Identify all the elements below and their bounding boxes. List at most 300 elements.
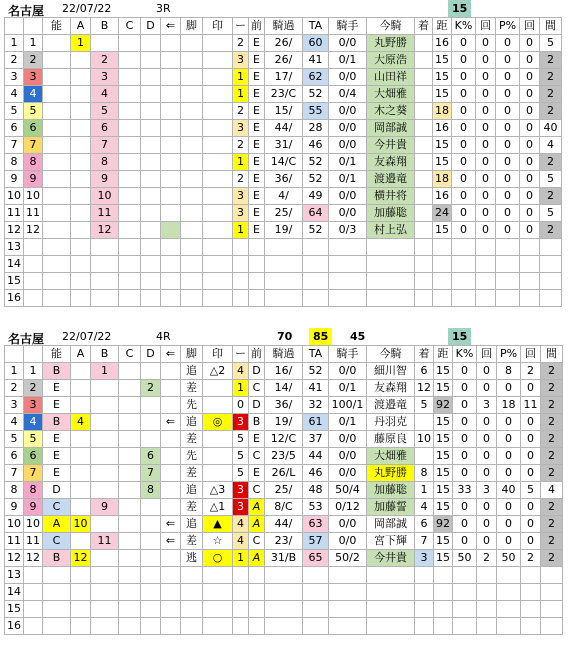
race2-cell-n1: 2	[5, 380, 24, 397]
race1-cell-ta: 49	[303, 188, 329, 205]
race2-cell-zen: D	[249, 397, 265, 414]
race1-cell-a	[71, 188, 91, 205]
race2-cell-chaku: 5	[415, 397, 434, 414]
race1-cell-n2	[24, 290, 43, 307]
race1-cell-kyori: 15	[433, 86, 452, 103]
race1-cell-n1: 1	[5, 35, 24, 52]
race2-cell-kyori: 15	[434, 363, 453, 380]
race2-cell-n1: 3	[5, 397, 24, 414]
race1-cell-d	[141, 171, 161, 188]
race2-cell-kishu: 50/4	[329, 482, 367, 499]
race1-cell-kyaku	[181, 103, 203, 120]
race1-cell-b	[91, 35, 119, 52]
race1-cell-b	[91, 290, 119, 307]
race2-cell-kan: 2	[541, 499, 563, 516]
race1-cell-zen: E	[249, 205, 265, 222]
race1-cell-d	[141, 290, 161, 307]
race2-cell-kai2	[521, 601, 541, 618]
race1-cell-n2: 10	[24, 188, 43, 205]
race1-cell-kai: 0	[476, 86, 496, 103]
race2-cell-nou: B	[43, 363, 71, 380]
race1-cell-nou	[43, 256, 71, 273]
race1-cell-n2: 2	[24, 52, 43, 69]
race1-cell-kyori	[433, 239, 452, 256]
race1-cell-c	[119, 120, 141, 137]
race1-cell-b	[91, 273, 119, 290]
table-row	[5, 601, 563, 618]
race1-cell-nou	[43, 222, 71, 239]
race2-cell-c	[119, 363, 141, 380]
race1-cell-kyori: 18	[433, 103, 452, 120]
race1-cell-ta: 41	[303, 52, 329, 69]
race2-cell-chaku: 6	[415, 516, 434, 533]
race1-cell-a	[71, 273, 91, 290]
race2-cell-kon	[367, 601, 415, 618]
race2-cell-kan: 4	[541, 482, 563, 499]
table-row	[5, 414, 563, 431]
race2-cell-kai2: 0	[521, 414, 541, 431]
race2-header-blank	[24, 346, 43, 363]
race2-cell-chaku: 6	[415, 363, 434, 380]
race1-cell-kika: 14/C	[265, 154, 303, 171]
race1-cell-kai	[476, 290, 496, 307]
race1-cell-kika: 26/	[265, 35, 303, 52]
race1-cell-m: 3	[233, 188, 249, 205]
race1-header-blank	[24, 18, 43, 35]
race2-cell-kai2: 2	[521, 363, 541, 380]
race1-cell-kai: 0	[476, 222, 496, 239]
race2-cell-d	[141, 533, 161, 550]
race2-cell-in	[203, 465, 233, 482]
race1-cell-chaku	[415, 154, 433, 171]
race1-cell-kai2: 0	[520, 154, 540, 171]
race1-cell-kyaku	[181, 35, 203, 52]
race1-cell-k: 0	[452, 52, 476, 69]
race2-cell-c	[119, 380, 141, 397]
race2-cell-k: 0	[453, 431, 477, 448]
race2-cell-zen: A	[249, 550, 265, 567]
race2-header-kika: 騎過	[265, 346, 303, 363]
race2-cell-a	[71, 482, 91, 499]
race2-cell-in: △3	[203, 482, 233, 499]
race1-badge: 15	[448, 0, 471, 17]
race2-cell-kyori: 15	[434, 550, 453, 567]
race1-cell-in	[203, 290, 233, 307]
race1-cell-ta: 60	[303, 35, 329, 52]
race1-header-kishu: 騎手	[329, 18, 367, 35]
race1-cell-kishu: 0/0	[329, 35, 367, 52]
race2-cell-p: 8	[497, 363, 521, 380]
race2-cell-kon: 丹羽克	[367, 414, 415, 431]
race2-cell-k: 0	[453, 499, 477, 516]
race1-cell-kyori: 16	[433, 120, 452, 137]
race1-table	[4, 17, 562, 307]
race2-header-kan: 間	[541, 346, 563, 363]
race2-cell-b	[91, 448, 119, 465]
race2-cell-kyaku: 差	[181, 431, 203, 448]
race1-cell-c	[119, 290, 141, 307]
race1-cell-a	[71, 52, 91, 69]
race2-cell-kishu: 0/0	[329, 363, 367, 380]
race1-cell-in	[203, 52, 233, 69]
race1-cell-a: 1	[71, 35, 91, 52]
race2-cell-k	[453, 584, 477, 601]
race1-cell-n1: 3	[5, 69, 24, 86]
race1-cell-arr	[161, 290, 181, 307]
race2-cell-kishu: 0/0	[329, 516, 367, 533]
race1-cell-ta	[303, 290, 329, 307]
race1-cell-kan: 2	[540, 69, 562, 86]
race1-cell-kyaku	[181, 120, 203, 137]
race2-cell-kai2: 0	[521, 431, 541, 448]
race1-cell-kishu: 0/0	[329, 137, 367, 154]
race1-cell-in	[203, 222, 233, 239]
race1-cell-kyaku	[181, 188, 203, 205]
race1-cell-d	[141, 239, 161, 256]
race2-cell-kai: 0	[477, 516, 497, 533]
race2-cell-a	[71, 584, 91, 601]
race2-cell-kishu: 0/0	[329, 431, 367, 448]
table-row	[5, 188, 562, 205]
race1-header-blank	[5, 18, 24, 35]
race1-cell-kyori: 15	[433, 137, 452, 154]
race1-cell-m: 1	[233, 69, 249, 86]
race2-cell-n2: 7	[24, 465, 43, 482]
race2-cell-chaku: 10	[415, 431, 434, 448]
race1-cell-kishu	[329, 273, 367, 290]
race2-cell-p	[497, 618, 521, 635]
race1-cell-kon: 渡邉竜	[367, 171, 415, 188]
table-row	[5, 103, 562, 120]
race2-cell-zen: C	[249, 533, 265, 550]
race2-cell-d	[141, 550, 161, 567]
race2-cell-m: 1	[233, 550, 249, 567]
race1-cell-k: 0	[452, 205, 476, 222]
race2-cell-k: 33	[453, 482, 477, 499]
race2-cell-kyori: 15	[434, 482, 453, 499]
race1-cell-kai	[476, 256, 496, 273]
race1-cell-p: 0	[496, 137, 520, 154]
race1-cell-m: 2	[233, 35, 249, 52]
race1-cell-kan: 5	[540, 205, 562, 222]
race1-cell-k: 0	[452, 137, 476, 154]
race1-cell-m: 2	[233, 171, 249, 188]
race2-cell-p	[497, 584, 521, 601]
race1-cell-in	[203, 137, 233, 154]
race2-cell-nou: E	[43, 465, 71, 482]
race1-cell-kishu: 0/1	[329, 154, 367, 171]
race1-cell-c	[119, 103, 141, 120]
race1-cell-p: 0	[496, 171, 520, 188]
race2-cell-kan: 2	[541, 397, 563, 414]
race2-cell-in: ▲	[203, 516, 233, 533]
race2-cell-n2: 4	[24, 414, 43, 431]
race2-cell-m: 4	[233, 533, 249, 550]
race1-cell-chaku	[415, 86, 433, 103]
race2-cell-kyori: 15	[434, 431, 453, 448]
race1-race-number: 3R	[156, 2, 171, 15]
race1-header-kika: 騎過	[265, 18, 303, 35]
race2-cell-p: 0	[497, 448, 521, 465]
race1-cell-d	[141, 222, 161, 239]
race2-cell-c	[119, 448, 141, 465]
race1-cell-nou	[43, 290, 71, 307]
race1-cell-kika: 44/	[265, 120, 303, 137]
race2-header-row	[5, 346, 563, 363]
race1-header-row	[5, 18, 562, 35]
race1-cell-b: 7	[91, 137, 119, 154]
race2-cell-b	[91, 414, 119, 431]
race2-cell-in: △2	[203, 363, 233, 380]
race2-header-kyori: 距	[434, 346, 453, 363]
race2-cell-d	[141, 584, 161, 601]
race1-cell-n1: 2	[5, 52, 24, 69]
race1-cell-in	[203, 35, 233, 52]
race1-cell-arr	[161, 171, 181, 188]
race1-cell-kyaku	[181, 256, 203, 273]
race1-cell-zen: E	[249, 154, 265, 171]
race1-cell-kyori: 15	[433, 69, 452, 86]
race1-cell-chaku	[415, 188, 433, 205]
race1-cell-nou	[43, 154, 71, 171]
race1-cell-b: 4	[91, 86, 119, 103]
race2-cell-kika: 19/	[265, 414, 303, 431]
race1-cell-d	[141, 69, 161, 86]
race1-cell-chaku	[415, 137, 433, 154]
race1-cell-kon: 横井将	[367, 188, 415, 205]
race1-cell-kan: 2	[540, 52, 562, 69]
race2-cell-m	[233, 584, 249, 601]
race1-cell-kika: 19/	[265, 222, 303, 239]
race1-cell-kika	[265, 256, 303, 273]
race1-cell-ta	[303, 239, 329, 256]
race2-cell-m: 5	[233, 465, 249, 482]
race1-cell-chaku	[415, 171, 433, 188]
race2-cell-b	[91, 550, 119, 567]
race1-cell-k: 0	[452, 171, 476, 188]
race2-cell-kai: 3	[477, 482, 497, 499]
race2-cell-b	[91, 618, 119, 635]
race1-cell-kai2	[520, 256, 540, 273]
table-row	[5, 239, 562, 256]
race1-cell-m	[233, 239, 249, 256]
race2-cell-zen	[249, 567, 265, 584]
race1-cell-chaku	[415, 35, 433, 52]
race2-cell-kika: 23/	[265, 533, 303, 550]
race1-header-kyaku: 脚	[181, 18, 203, 35]
race2-cell-ta: 41	[303, 380, 329, 397]
race2-cell-kishu	[329, 567, 367, 584]
race2-cell-zen: E	[249, 431, 265, 448]
race1-cell-p	[496, 290, 520, 307]
race2-header-c: C	[119, 346, 141, 363]
race2-cell-p: 0	[497, 499, 521, 516]
race1-cell-k: 0	[452, 120, 476, 137]
race1-cell-kika: 17/	[265, 69, 303, 86]
race2-cell-nou: E	[43, 448, 71, 465]
race2-cell-d: 7	[141, 465, 161, 482]
race2-cell-kai	[477, 618, 497, 635]
race2-header-m: ー	[233, 346, 249, 363]
race1-cell-kishu: 0/0	[329, 205, 367, 222]
race1-cell-kon: 大原浩	[367, 52, 415, 69]
race2-cell-d	[141, 516, 161, 533]
race1-cell-kan: 2	[540, 86, 562, 103]
race1-cell-ta: 52	[303, 171, 329, 188]
race2-cell-zen: A	[249, 516, 265, 533]
race2-table	[4, 345, 563, 635]
race2-cell-c	[119, 584, 141, 601]
race2-header-chaku: 着	[415, 346, 434, 363]
race2-cell-nou: E	[43, 431, 71, 448]
race1-cell-d	[141, 273, 161, 290]
table-row	[5, 482, 563, 499]
race2-cell-in: ☆	[203, 533, 233, 550]
race2-cell-kyaku: 差	[181, 533, 203, 550]
race2-cell-arr	[161, 431, 181, 448]
race2-cell-kai: 0	[477, 448, 497, 465]
race2-cell-a	[71, 380, 91, 397]
race1-cell-kyori: 16	[433, 188, 452, 205]
race2-cell-kai: 0	[477, 363, 497, 380]
race1-cell-n1: 11	[5, 205, 24, 222]
race2-cell-in	[203, 618, 233, 635]
race2-cell-m: 1	[233, 380, 249, 397]
race1-cell-n1: 4	[5, 86, 24, 103]
race1-cell-in	[203, 86, 233, 103]
race1-cell-nou	[43, 69, 71, 86]
race1-cell-n1: 16	[5, 290, 24, 307]
table-row	[5, 550, 563, 567]
race1-cell-m: 1	[233, 86, 249, 103]
race1-cell-a	[71, 120, 91, 137]
race2-cell-b	[91, 567, 119, 584]
race2-cell-arr	[161, 499, 181, 516]
race2-cell-d	[141, 601, 161, 618]
race2-cell-ta: 53	[303, 499, 329, 516]
race1-cell-ta: 52	[303, 154, 329, 171]
race2-cell-k: 0	[453, 533, 477, 550]
race1-cell-p: 0	[496, 52, 520, 69]
race1-cell-kika: 26/	[265, 52, 303, 69]
race1-cell-kika: 23/C	[265, 86, 303, 103]
race1-cell-in	[203, 103, 233, 120]
race1-cell-zen	[249, 239, 265, 256]
race1-cell-kyaku	[181, 137, 203, 154]
race2-cell-kan: 2	[541, 533, 563, 550]
race1-cell-b: 2	[91, 52, 119, 69]
race1-cell-kan	[540, 256, 562, 273]
race1-cell-a	[71, 171, 91, 188]
race1-cell-n2: 9	[24, 171, 43, 188]
race1-cell-zen: E	[249, 171, 265, 188]
race1-cell-n2	[24, 239, 43, 256]
race1-header-kyori: 距	[433, 18, 452, 35]
race2-cell-k: 0	[453, 516, 477, 533]
race1-cell-n1: 14	[5, 256, 24, 273]
race2-cell-kan: 2	[541, 380, 563, 397]
race1-header-p: P%	[496, 18, 520, 35]
race2-cell-b	[91, 601, 119, 618]
race2-cell-a	[71, 363, 91, 380]
race2-cell-ta	[303, 567, 329, 584]
table-row	[5, 533, 563, 550]
race2-cell-k: 0	[453, 397, 477, 414]
race1-cell-ta: 52	[303, 222, 329, 239]
race1-cell-kai: 0	[476, 171, 496, 188]
race1-cell-kai2: 0	[520, 171, 540, 188]
race2-cell-m: 4	[233, 363, 249, 380]
race1-cell-zen: E	[249, 69, 265, 86]
race2-cell-m: 4	[233, 516, 249, 533]
race2-cell-chaku	[415, 567, 434, 584]
race2-cell-kai2: 0	[521, 380, 541, 397]
race1-cell-c	[119, 86, 141, 103]
race1-cell-arr	[161, 69, 181, 86]
race1-cell-kyori: 18	[433, 171, 452, 188]
race2-cell-kon: 丸野勝	[367, 465, 415, 482]
race2-header-p: P%	[497, 346, 521, 363]
race1-cell-kai	[476, 273, 496, 290]
race1-cell-n1: 8	[5, 154, 24, 171]
race1-cell-ta	[303, 256, 329, 273]
race2-cell-c	[119, 465, 141, 482]
race2-cell-n2: 5	[24, 431, 43, 448]
race2-cell-nou: C	[43, 533, 71, 550]
race2-cell-kan	[541, 584, 563, 601]
race1-cell-c	[119, 35, 141, 52]
race1-cell-nou	[43, 205, 71, 222]
race2-cell-p: 0	[497, 414, 521, 431]
table-row	[5, 380, 563, 397]
race2-cell-b	[91, 584, 119, 601]
race1-cell-n2: 4	[24, 86, 43, 103]
race1-cell-kishu: 0/1	[329, 171, 367, 188]
race2-cell-kyori: 15	[434, 533, 453, 550]
race1-cell-kika: 15/	[265, 103, 303, 120]
race1-cell-d	[141, 120, 161, 137]
race1-cell-kai2: 0	[520, 188, 540, 205]
race2-cell-p: 0	[497, 465, 521, 482]
race1-cell-zen: E	[249, 35, 265, 52]
race2-cell-chaku: 3	[415, 550, 434, 567]
race2-cell-p: 0	[497, 431, 521, 448]
race1-cell-d	[141, 103, 161, 120]
race2-cell-in	[203, 448, 233, 465]
race2-cell-kai: 3	[477, 397, 497, 414]
race2-cell-m	[233, 618, 249, 635]
race1-cell-kishu: 0/0	[329, 69, 367, 86]
race1-cell-chaku	[415, 222, 433, 239]
race2-cell-nou: B	[43, 550, 71, 567]
race2-header-kai: 回	[477, 346, 497, 363]
race2-cell-kai2: 5	[521, 482, 541, 499]
race1-cell-kishu	[329, 290, 367, 307]
race1-cell-ta: 46	[303, 137, 329, 154]
race1-cell-b: 12	[91, 222, 119, 239]
race1-cell-chaku	[415, 103, 433, 120]
race2-cell-kyaku	[181, 618, 203, 635]
race2-cell-n1: 15	[5, 601, 24, 618]
race2-cell-kika: 25/	[265, 482, 303, 499]
race2-cell-n1: 4	[5, 414, 24, 431]
race1-cell-kyori: 15	[433, 222, 452, 239]
race1-cell-kyaku	[181, 154, 203, 171]
race1-cell-kan	[540, 273, 562, 290]
race2-cell-ta	[303, 584, 329, 601]
race2-cell-chaku: 1	[415, 482, 434, 499]
race1-cell-k	[452, 256, 476, 273]
